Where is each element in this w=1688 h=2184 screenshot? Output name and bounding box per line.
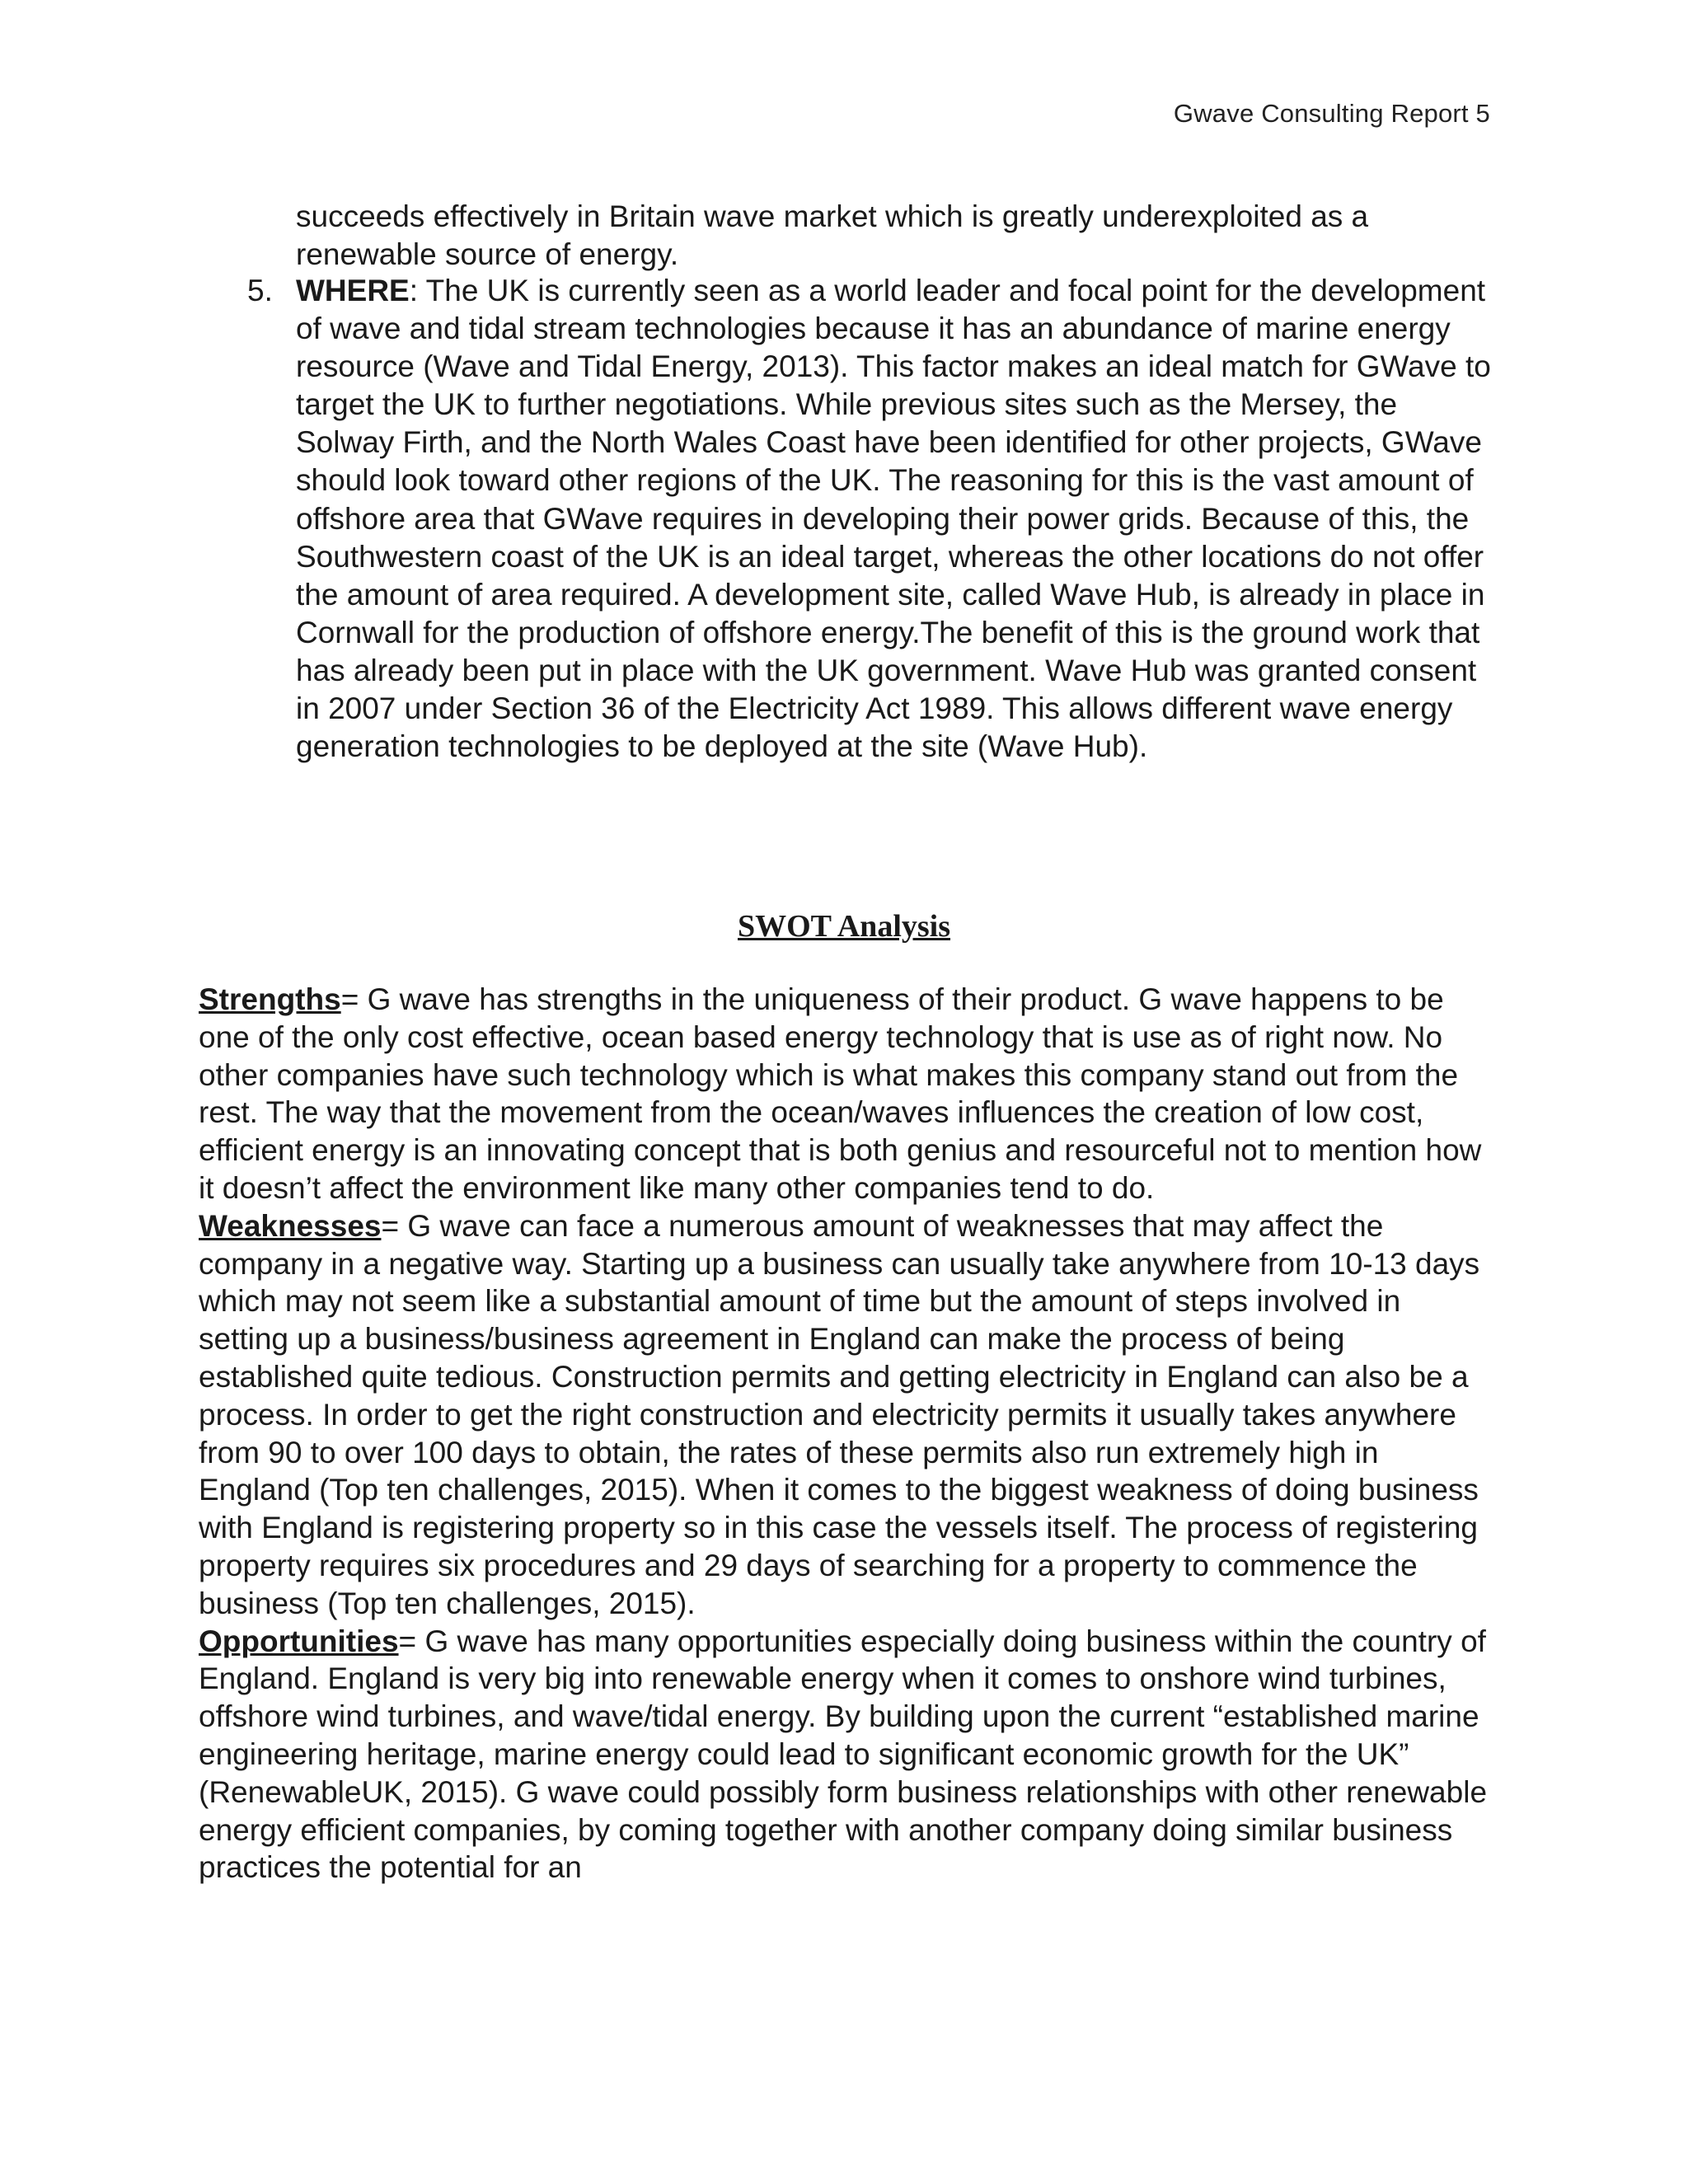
- swot-section: [199, 981, 1493, 1886]
- list-item-text: The UK is currently seen as a world leader and focal point for the development of wave and tidal stream technologies because it has an abundance of marine energy resource (Wave and Tidal Energy, 2013). This factor makes an ideal match for GWave to target the UK to further negotiations. While previous sites such as the Mersey, the Solway Firth, and the North Wales Coast have been identified for other projects, GWave should look toward other regions of the UK. The reasoning for this is the vast amount of offshore area that GWave requires in developing their power grids. Because of this, the Southwestern coast of the UK is an ideal target, whereas the other locations do not offer the amount of area required. A development site, called Wave Hub, is already in place in Cornwall for the production of offshore energy.The benefit of this is the ground work that has already been put in place with the UK government. Wave Hub was granted consent in 2007 under Section 36 of the Electricity Act 1989. This allows different wave energy generation technologies to be deployed at the site (Wave Hub).: [296, 274, 1491, 764]
- opportunities-label: Opportunities: [199, 1624, 399, 1658]
- swot-heading: SWOT Analysis: [737, 909, 951, 944]
- list-item-label: WHERE: [296, 274, 410, 307]
- opportunities-text: G wave has many opportunities especially doing business within the country of England. England is very big into renewable energy when it comes to onshore wind turbines, offshore wind turbines, and wave/tidal energy. By building upon the current “established marine engineering heritage, marine energy could lead to significant economic growth for the UK” (RenewableUK, 2015). G wave could possibly form business relationships with other renewable energy efficient companies, by coming together with another company doing similar business practices the potential for an: [199, 1624, 1488, 1885]
- weaknesses-separator: =: [381, 1208, 408, 1243]
- swot-opportunities: [199, 1623, 1493, 1887]
- strengths-separator: =: [340, 982, 368, 1016]
- weaknesses-text: G wave can face a numerous amount of weaknesses that may affect the company in a negative way. Starting up a business can usually take anywhere from 10-13 days which may not seem like a substantial amount of time but the amount of steps involved in setting up a business/business agreement in England can make the process of being established quite tedious. Construction permits and getting electricity in England can also be a process. In order to get the right construction and electricity permits it usually takes anywhere from 90 to over 100 days to obtain, the rates of these permits also run extremely high in England (Top ten challenges, 2015). When it comes to the biggest weakness of doing business with England is registering property so in this case the vessels itself. The process of registering property requires six procedures and 29 days of searching for a property to commence the business (Top ten challenges, 2015).: [199, 1208, 1480, 1620]
- list-item-body: [296, 272, 1492, 766]
- list-item-number: 5.: [247, 274, 273, 307]
- list-item-separator: :: [409, 274, 426, 307]
- swot-weaknesses: [199, 1207, 1493, 1623]
- page-header: Gwave Consulting Report 5: [1173, 99, 1490, 128]
- strengths-text: G wave has strengths in the uniqueness of their product. G wave happens to be one of the only cost effective, ocean based energy technology that is use as of right now. No other companies have such technology which is what makes this company stand out from the rest. The way that the movement from the ocean/waves influences the creation of low cost, efficient energy is an innovating concept that is both genius and resourceful not to mention how it doesn’t affect the environment like many other companies tend to do.: [199, 982, 1482, 1205]
- list-item-where: [247, 272, 1492, 766]
- strengths-label: Strengths: [199, 982, 341, 1016]
- continued-paragraph: succeeds effectively in Britain wave market which is greatly underexploited as a renewable source of energy.: [296, 199, 1369, 271]
- swot-strengths: [199, 981, 1493, 1207]
- weaknesses-label: Weaknesses: [199, 1208, 382, 1243]
- opportunities-separator: =: [398, 1624, 425, 1658]
